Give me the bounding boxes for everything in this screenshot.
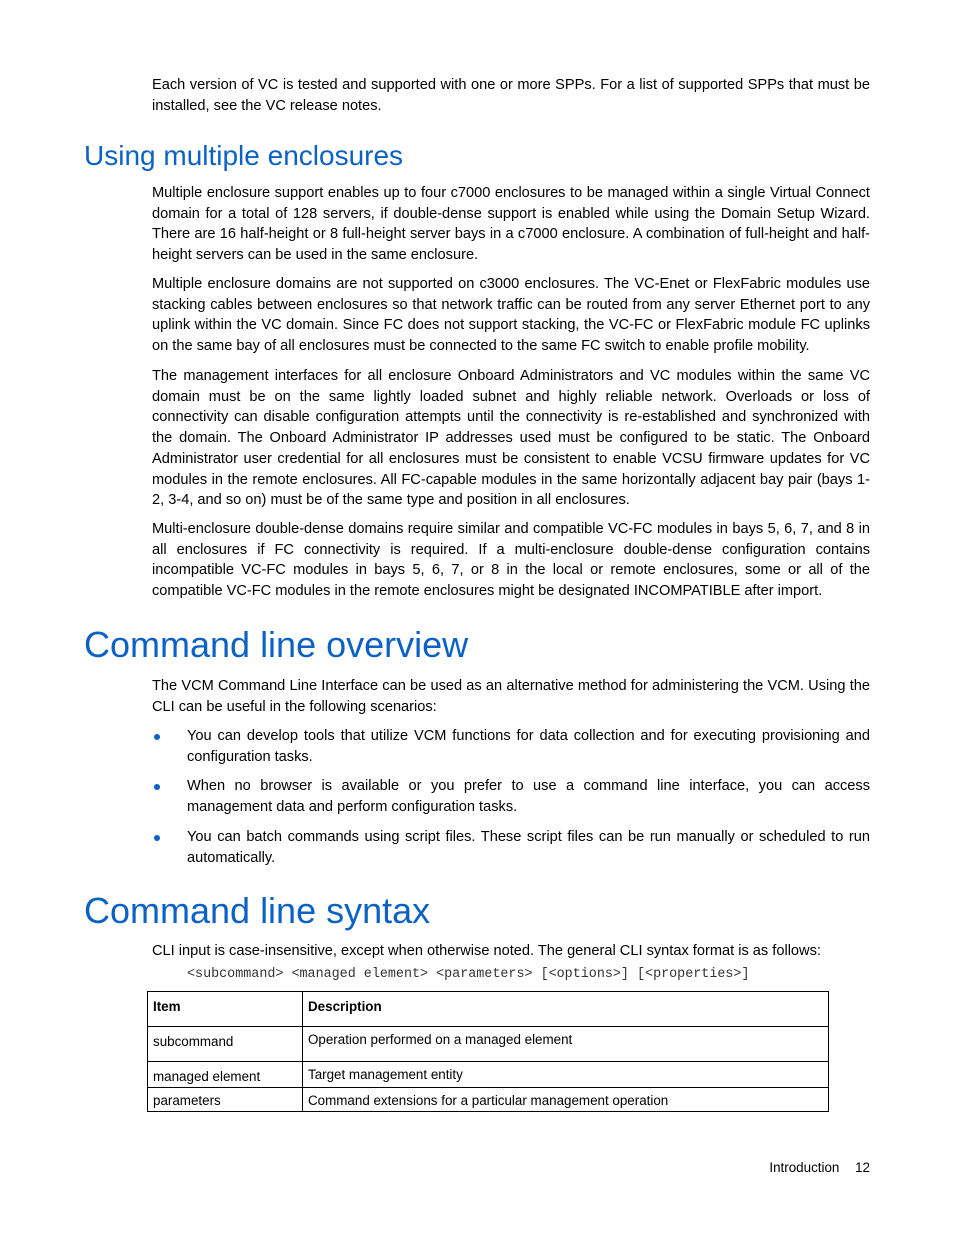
bullet-text: When no browser is available or you prefer to use a command line interface, you can access management data and perform configuration tasks. — [187, 778, 870, 816]
bullet-icon — [154, 784, 160, 790]
overview-intro: The VCM Command Line Interface can be used as an alternative method for administering the VCM. Using the CLI can be useful in the following scenarios: — [152, 678, 870, 715]
bullet-icon — [154, 734, 160, 740]
footer-page-number: 12 — [855, 1160, 870, 1175]
table-header-description: Description — [303, 992, 829, 1027]
heading-command-line-overview: Command line overview — [84, 624, 469, 665]
list-item — [152, 776, 870, 817]
table-cell-description: Command extensions for a particular management operation — [303, 1088, 829, 1112]
cli-syntax-table — [147, 991, 829, 1112]
syntax-code: <subcommand> <managed element> <parameters> [<options>] [<properties>] — [187, 967, 750, 982]
table-row — [148, 1062, 829, 1088]
table-header-row — [148, 992, 829, 1027]
multi-paragraph-1: Multiple enclosure support enables up to four c7000 enclosures to be managed within a single Virtual Connect domain for a total of 128 servers, if double-dense support is enabled while using the Domain Setup Wizard. There are 16 half-height or 8 full-height server bays in a c7000 enclosure. A combination of full-height and half-height servers can be used in the same enclosure. — [152, 185, 870, 264]
page-footer — [769, 1159, 870, 1177]
bullet-text: You can develop tools that utilize VCM functions for data collection and for executing provisioning and configuration tasks. — [187, 728, 870, 765]
table-header-item: Item — [148, 992, 303, 1027]
table-cell-description: Target management entity — [303, 1062, 829, 1088]
heading-using-multiple-enclosures: Using multiple enclosures — [84, 140, 404, 171]
list-item — [152, 726, 870, 767]
footer-section-title: Introduction — [769, 1160, 840, 1175]
multi-paragraph-2: Multiple enclosure domains are not supported on c3000 enclosures. The VC-Enet or FlexFabric modules use stacking cables between enclosures so that network traffic can be routed from any server Ethernet port to any uplink within the VC domain. Since FC does not support stacking, the VC-FC or FlexFabric module FC uplinks on the same bay of all enclosures must be connected to the same FC switch to enable profile mobility. — [152, 276, 870, 355]
table-cell-description: Operation performed on a managed element — [303, 1027, 829, 1062]
table-cell-item: managed element — [148, 1062, 303, 1088]
table-row — [148, 1088, 829, 1112]
overview-bullet-list — [152, 726, 870, 868]
table-row — [148, 1027, 829, 1062]
table-cell-item: subcommand — [148, 1027, 303, 1062]
bullet-icon — [154, 835, 160, 841]
bullet-text: You can batch commands using script files. These script files can be run manually or scheduled to run automatically. — [187, 828, 870, 866]
list-item — [152, 827, 870, 868]
syntax-intro: CLI input is case-insensitive, except when otherwise noted. The general CLI syntax format is as follows: — [152, 943, 821, 959]
intro-paragraph: Each version of VC is tested and supported with one or more SPPs. For a list of supported SPPs that must be installed, see the VC release notes. — [152, 77, 870, 114]
multi-paragraph-3: The management interfaces for all enclosure Onboard Administrators and VC modules within the same VC domain must be on the same lightly loaded subnet and highly reliable network. Overloads or loss of connectivity can disable configuration attempts until the connectivity is re-established and synchronized with the domain. The Onboard Administrator IP addresses used must be configured to be static. The Onboard Administrator user credential for all enclosures must be consistent to enable VCSU firmware updates for VC modules in the remote enclosures. All FC-capable modules in the same horizontally adjacent bay pair (bays 1-2, 3-4, and so on) must be of the same type and position in all enclosures. — [152, 368, 870, 509]
table-cell-item: parameters — [148, 1088, 303, 1112]
multi-paragraph-4: Multi-enclosure double-dense domains require similar and compatible VC-FC modules in bays 5, 6, 7, and 8 in all enclosures if FC connectivity is required. If a multi-enclosure double-dense configuration contains incompatible VC-FC modules in bays 5, 6, 7, or 8 in the local or remote enclosures, some or all of the compatible VC-FC modules in the remote enclosures might be designated INCOMPATIBLE after import. — [152, 521, 870, 600]
heading-command-line-syntax: Command line syntax — [84, 890, 431, 931]
